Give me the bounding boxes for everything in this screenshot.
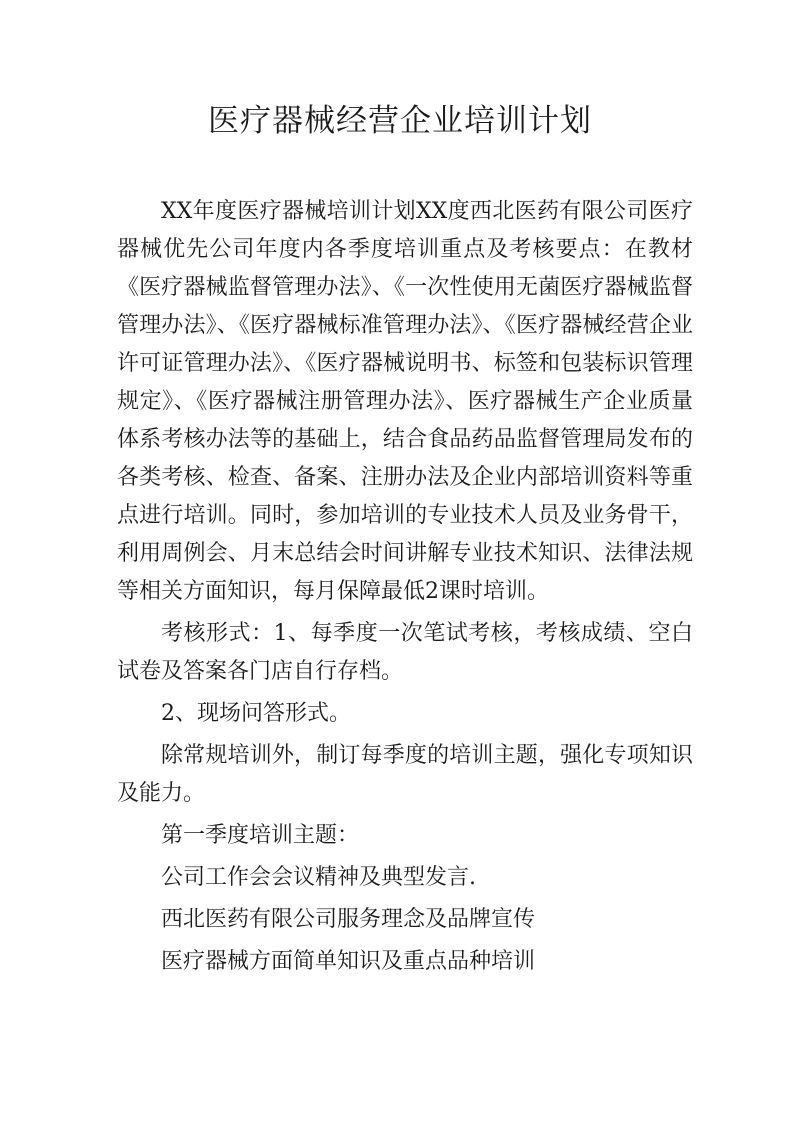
document-title: 医疗器械经营企业培训计划: [208, 103, 592, 139]
paragraph-q1-item-1: 公司工作会会议精神及典型发言.: [161, 865, 476, 890]
paragraph-training-plan-intro: XX年度医疗器械培训计划XX度西北医药有限公司医疗器械优先公司年度内各季度培训重点及考核要点：在教材《医疗器械监督管理办法》、《一次性使用无菌医疗器械监督管理办法》、《医疗器械标准管理办法》、《医疗器械经营企业许可证管理办法》、《医疗器械说明书、标签和包装标识管理规定》、《医疗器械注册管理办法》、医疗器械生产企业质量体系考核办法等的基础上，结合食品药品监督管理局发布的各类考核、检查、备案、注册办法及企业内部培训资料等重点进行培训。同时，参加培训的专业技术人员及业务骨干，利用周例会、月末总结会时间讲解专业技术知识、法律法规等相关方面知识，每月保障最低2课时培训。: [117, 199, 693, 604]
paragraph-onsite-qa: 2、现场问答形式。: [161, 701, 351, 726]
paragraph-q1-item-2: 西北医药有限公司服务理念及品牌宣传: [161, 907, 536, 932]
document-body: [117, 193, 693, 985]
paragraph-assessment-form: 考核形式：1、每季度一次笔试考核，考核成绩、空白试卷及答案各门店自行存档。: [117, 621, 693, 684]
paragraph-q1-item-3: 医疗器械方面简单知识及重点品种培训: [161, 949, 536, 974]
paragraph-q1-heading: 第一季度培训主题：: [161, 823, 360, 848]
paragraph-quarterly-themes: 除常规培训外，制订每季度的培训主题，强化专项知识及能力。: [117, 743, 693, 806]
